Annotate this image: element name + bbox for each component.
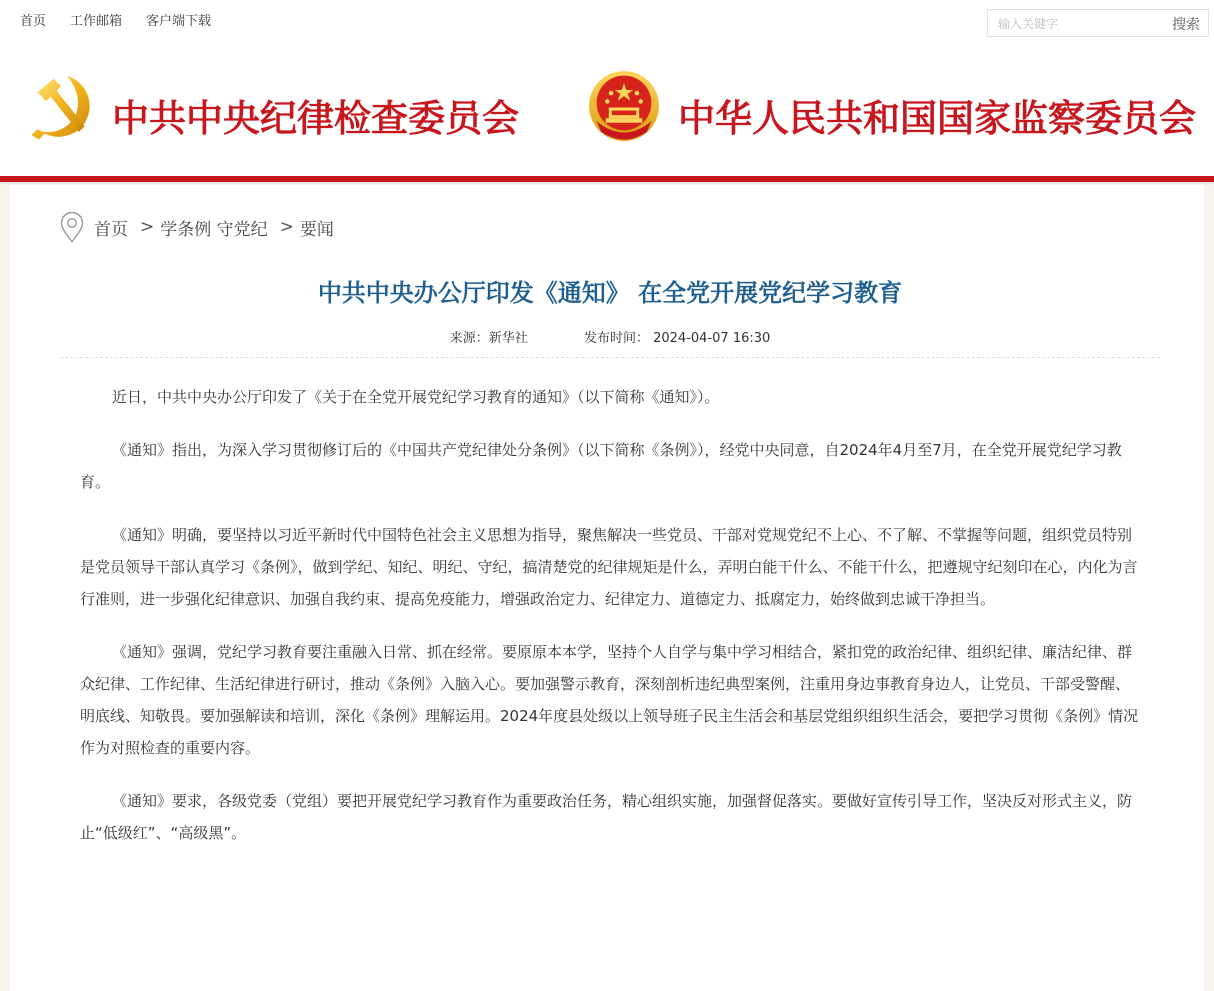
article-meta	[10, 327, 1210, 346]
party-emblem-icon	[24, 70, 98, 144]
banner-title-cdi: 中共中央纪律检查委员会	[112, 96, 519, 140]
search-box	[987, 9, 1209, 37]
article-time-label: 发布时间：	[583, 331, 649, 346]
breadcrumb	[60, 211, 334, 243]
article-paragraph: 《通知》指出，为深入学习贯彻修订后的《中国共产党纪律处分条例》（以下简称《条例》），经党中央同意，自2024年4月至7月，在全党开展党纪学习教育。	[80, 441, 1122, 491]
top-nav-mail-link[interactable]: 工作邮箱	[70, 14, 123, 29]
meta-divider	[60, 357, 1160, 358]
breadcrumb-item-study[interactable]: 学条例 守党纪	[160, 219, 268, 240]
article-source: 来源：新华社	[449, 331, 528, 346]
breadcrumb-item-news[interactable]: 要闻	[299, 219, 334, 240]
breadcrumb-home-link[interactable]: 首页	[94, 219, 128, 240]
article-paragraph: 近日，中共中央办公厅印发了《关于在全党开展党纪学习教育的通知》（以下简称《通知》）。	[112, 388, 720, 406]
search-input[interactable]	[996, 14, 1150, 34]
article-paragraph: 《通知》明确，要坚持以习近平新时代中国特色社会主义思想为指导，聚焦解决一些党员、干部对党规党纪不上心、不了解、不掌握等问题，组织党员特别是党员领导干部认真学习《条例》，做到学纪、知纪、明纪、守纪，搞清楚党的纪律规矩是什么，弄明白能干什么、不能干什么，把遵规守纪刻印在心，内化为言行准则，进一步强化纪律意识、加强自我约束、提高免疫能力，增强政治定力、纪律定力、道德定力、抵腐定力，始终做到忠诚干净担当。	[80, 526, 1138, 608]
site-banner	[0, 40, 1214, 176]
article-title: 中共中央办公厅印发《通知》 在全党开展党纪学习教育	[317, 279, 903, 307]
article-paragraph: 《通知》强调，党纪学习教育要注重融入日常、抓在经常。要原原本本学，坚持个人自学与集中学习相结合，紧扣党的政治纪律、组织纪律、廉洁纪律、群众纪律、工作纪律、生活纪律进行研讨，推动《条例》入脑入心。要加强警示教育，深刻剖析违纪典型案例，注重用身边事教育身边人，让党员、干部受警醒、明底线、知敬畏。要加强解读和培训，深化《条例》理解运用。2024年度县处级以上领导班子民主生活会和基层党组织组织生活会，要把学习贯彻《条例》情况作为对照检查的重要内容。	[80, 643, 1139, 757]
top-nav	[20, 10, 211, 29]
breadcrumb-separator: >	[279, 217, 294, 237]
banner-title-nsc: 中华人民共和国国家监察委员会	[678, 96, 1196, 140]
breadcrumb-separator: >	[140, 217, 155, 237]
top-bar	[0, 0, 1214, 40]
article-body	[80, 381, 1140, 870]
article-paragraph: 《通知》要求，各级党委（党组）要把开展党纪学习教育作为重要政治任务，精心组织实施，加强督促落实。要做好宣传引导工作，坚决反对形式主义，防止“低级红”、“高级黑”。	[80, 792, 1133, 842]
search-button[interactable]: 搜索	[1172, 17, 1200, 33]
top-nav-download-link[interactable]: 客户端下载	[146, 14, 212, 29]
location-pin-icon	[60, 211, 84, 243]
national-emblem-icon	[586, 68, 662, 144]
top-nav-home-link[interactable]: 首页	[20, 14, 47, 29]
article-time-value: 2024-04-07 16:30	[653, 331, 771, 346]
main-content	[10, 185, 1204, 991]
